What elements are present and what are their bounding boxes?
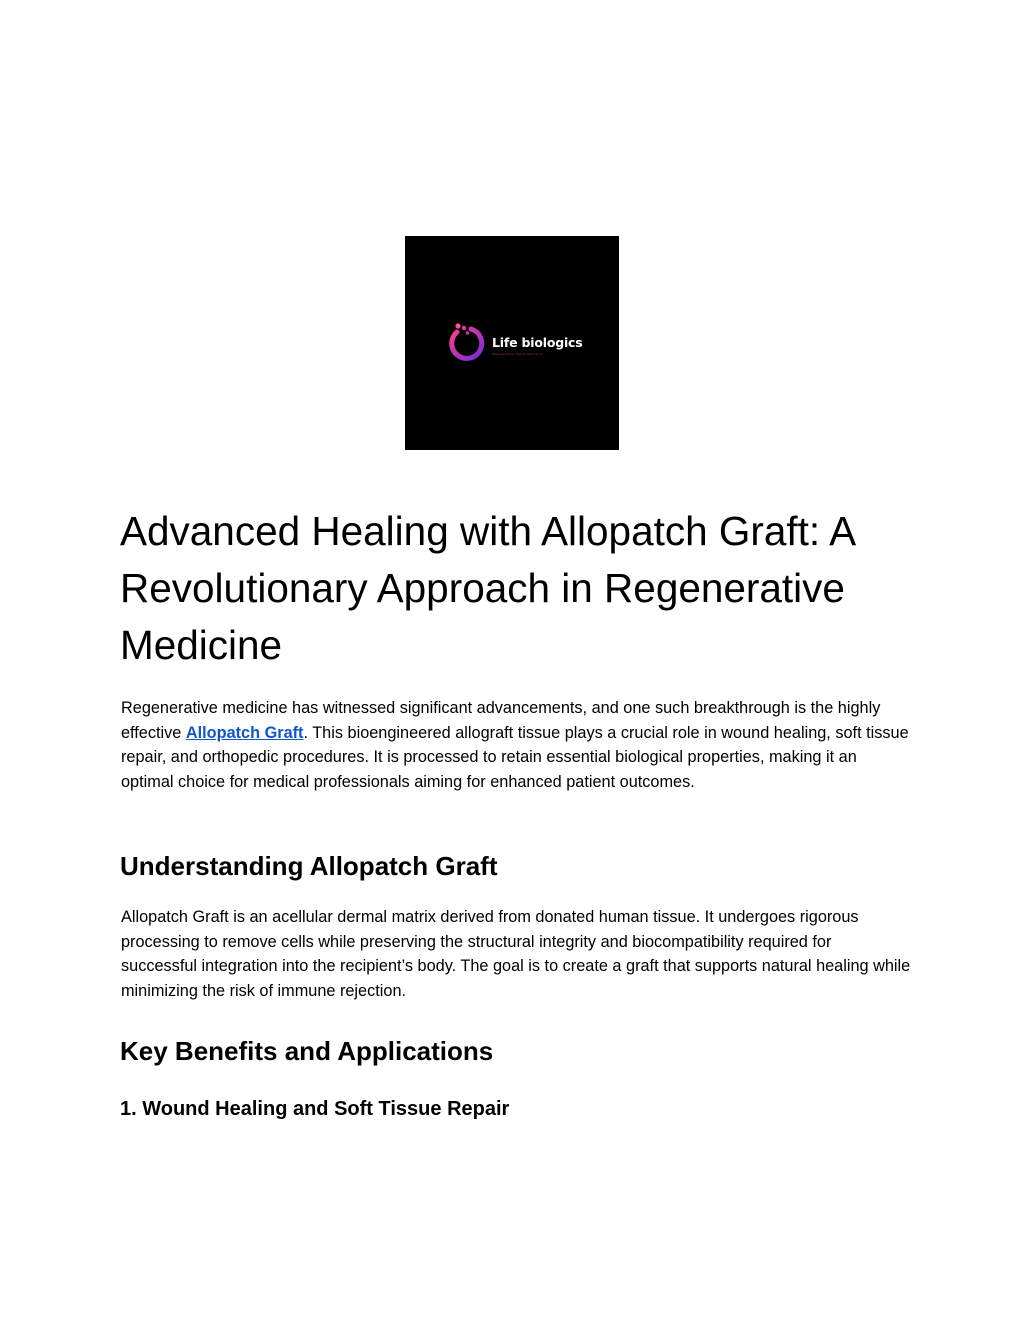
logo-tagline: Regenerative Tissue Solutions — [492, 352, 543, 356]
company-logo — [405, 236, 619, 450]
intro-text-before-link: Regenerative medicine has witnessed significant advancements, and one such breakthrough is the highly effective — [121, 699, 881, 742]
intro-paragraph — [121, 696, 911, 794]
section-heading-understanding: Understanding Allopatch Graft — [120, 851, 498, 881]
understanding-paragraph: Allopatch Graft is an acellular dermal matrix derived from donated human tissue. It undergoes rigorous processing to remove cells while preserving the structural integrity and biocompatibility required for successful integration into the recipient’s body. The goal is to create a graft that supports natural healing while minimizing the risk of immune rejection. — [121, 908, 911, 1000]
subsection-heading-wound-healing: 1. Wound Healing and Soft Tissue Repair — [120, 1098, 510, 1120]
intro-text-after-link: . This bioengineered allograft tissue plays a crucial role in wound healing, soft tissue repair, and orthopedic procedures. It is processed to retain essential biological properties, making it an optimal choice for medical professionals aiming for enhanced patient outcomes. — [121, 723, 909, 791]
allopatch-graft-link[interactable]: Allopatch Graft — [185, 723, 304, 742]
logo-brand-text: Life biologics — [492, 335, 583, 350]
article-title: Advanced Healing with Allopatch Graft: A Revolutionary Approach in Regenerative Medicine — [120, 508, 854, 668]
section-heading-benefits: Key Benefits and Applications — [120, 1036, 494, 1066]
